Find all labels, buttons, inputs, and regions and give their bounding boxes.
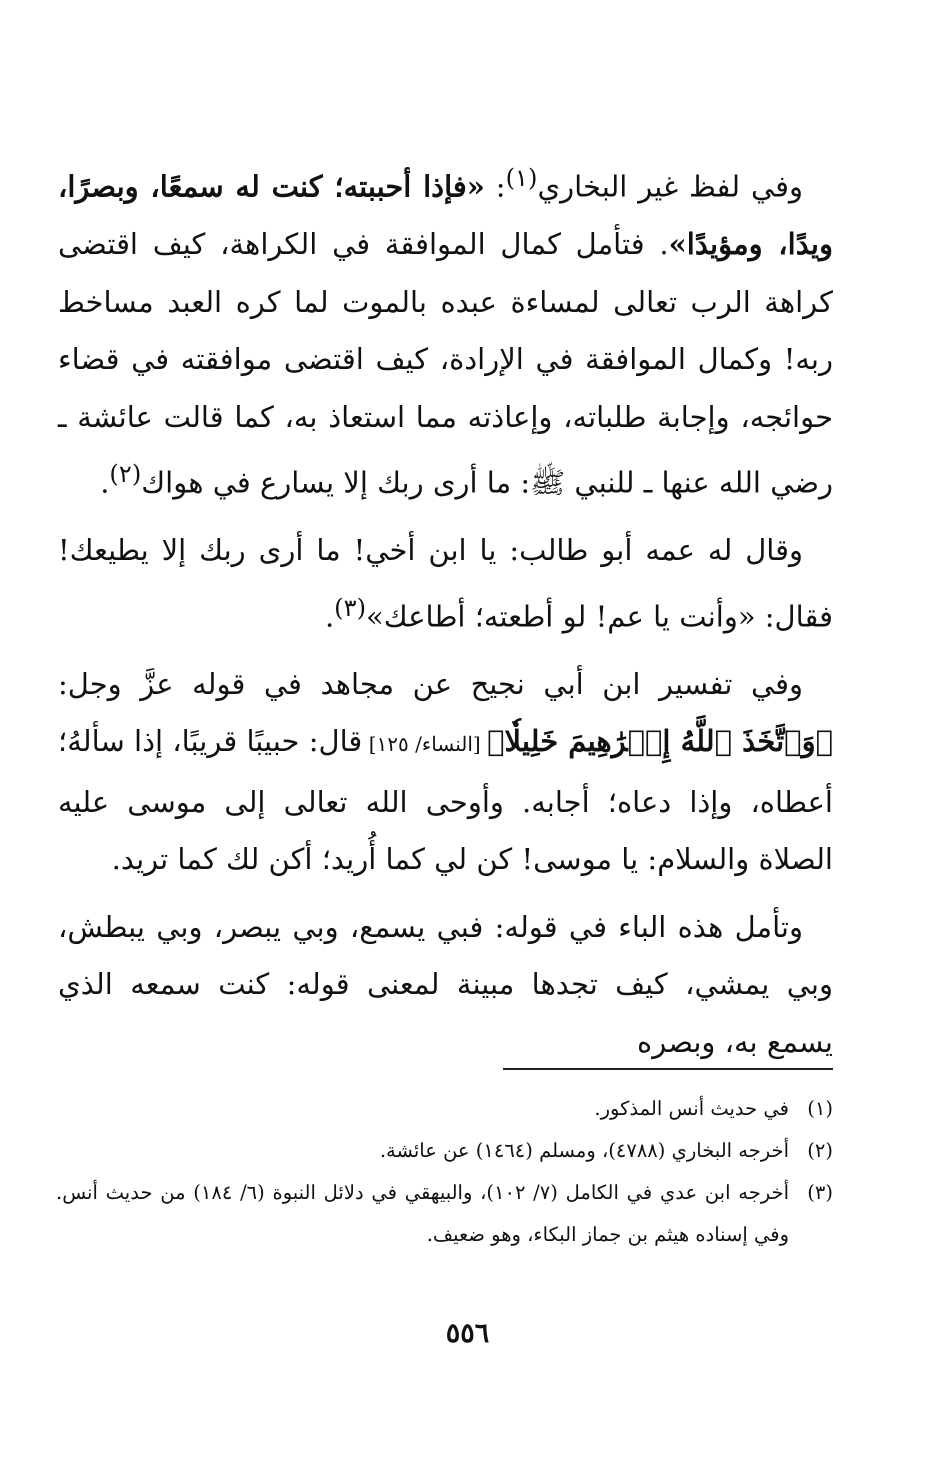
footnote-number: (٢) (807, 1139, 833, 1162)
text-run: وتأمل هذه الباء في قوله: فبي يسمع، وبي يبصر، وبي يبطش، وبي يمشي، كيف تجدها مبينة لمعنى قوله: كنت سمعه الذي يسمع به، وبصره (58, 909, 833, 1059)
text-run: وقال له عمه أبو طالب: يا ابن أخي! ما أرى ربك إلا يطيعك! فقال: «وأنت يا عم! لو أطعته؛ أطاعك» (58, 533, 833, 634)
paragraph-2 (58, 522, 833, 646)
text-run: . (324, 599, 335, 634)
footnote-separator (503, 1068, 833, 1070)
footnote-number: (٣) (807, 1181, 833, 1204)
paragraph-1 (58, 150, 833, 512)
footnotes (56, 1088, 833, 1256)
text-run: وفي تفسير ابن أبي نجيح عن مجاهد في قوله عزَّ وجل: (58, 666, 803, 701)
footnote-ref-3: (٣) (334, 593, 367, 622)
text-run: . (100, 465, 110, 500)
footnote-text: أخرجه البخاري (٤٧٨٨)، ومسلم (١٤٦٤) عن عائشة. (379, 1139, 789, 1162)
verse-citation: [النساء/ ١٢٥] (362, 732, 488, 757)
text-run: : (484, 169, 506, 204)
footnote-text: في حديث أنس المذكور. (594, 1097, 789, 1120)
footnote-2 (56, 1130, 833, 1172)
paragraph-4 (58, 899, 833, 1072)
page-number: ٥٥٦ (445, 1318, 490, 1349)
footnote-3 (56, 1172, 833, 1256)
footnote-ref-2: (٢) (109, 460, 142, 489)
footnote-1 (56, 1088, 833, 1130)
paragraph-3 (58, 656, 833, 889)
footnote-number: (١) (807, 1097, 833, 1120)
bold-quote: «فإذا أحببته؛ كنت له سمعًا، وبصرًا، ويدًا، ومؤيدًا» (58, 169, 834, 262)
footnote-ref-1: (١) (505, 164, 538, 192)
quran-verse: ﴿وَٱتَّخَذَ ٱللَّهُ إِبۡرَٰهِيمَ خَلِيلٗا﴾ (487, 724, 833, 759)
footnote-text: أخرجه ابن عدي في الكامل (٧/ ١٠٢)، والبيهقي في دلائل النبوة (٦/ ١٨٤) من حديث أنس. وفي إسناده هيثم بن جماز البكاء، وهو ضعيف. (56, 1181, 789, 1246)
text-run: . فتأمل كمال الموافقة في الكراهة، كيف اقتضى كراهة الرب تعالى لمساءة عبده بالموت لما كره العبد مساخط ربه! وكمال الموافقة في الإرادة، كيف اقتضى موافقته في قضاء حوائجه، وإجابة طلباته، وإعاذته مما استعاذ به، كما قالت عائشة ـ رضي الله عنها ـ للنبي ﷺ: ما أرى ربك إلا يسارع في هواك (58, 227, 833, 500)
text-run: وفي لفظ غير البخاري (537, 169, 803, 204)
main-text (58, 150, 833, 1081)
text-run: قال: حبيبًا قريبًا، إذا سألهُ؛ أعطاه، وإذا دعاه؛ أجابه. وأوحى الله تعالى إلى موسى عليه الصلاة والسلام: يا موسى! كن لي كما أُريد؛ أكن لك كما تريد. (58, 724, 833, 877)
